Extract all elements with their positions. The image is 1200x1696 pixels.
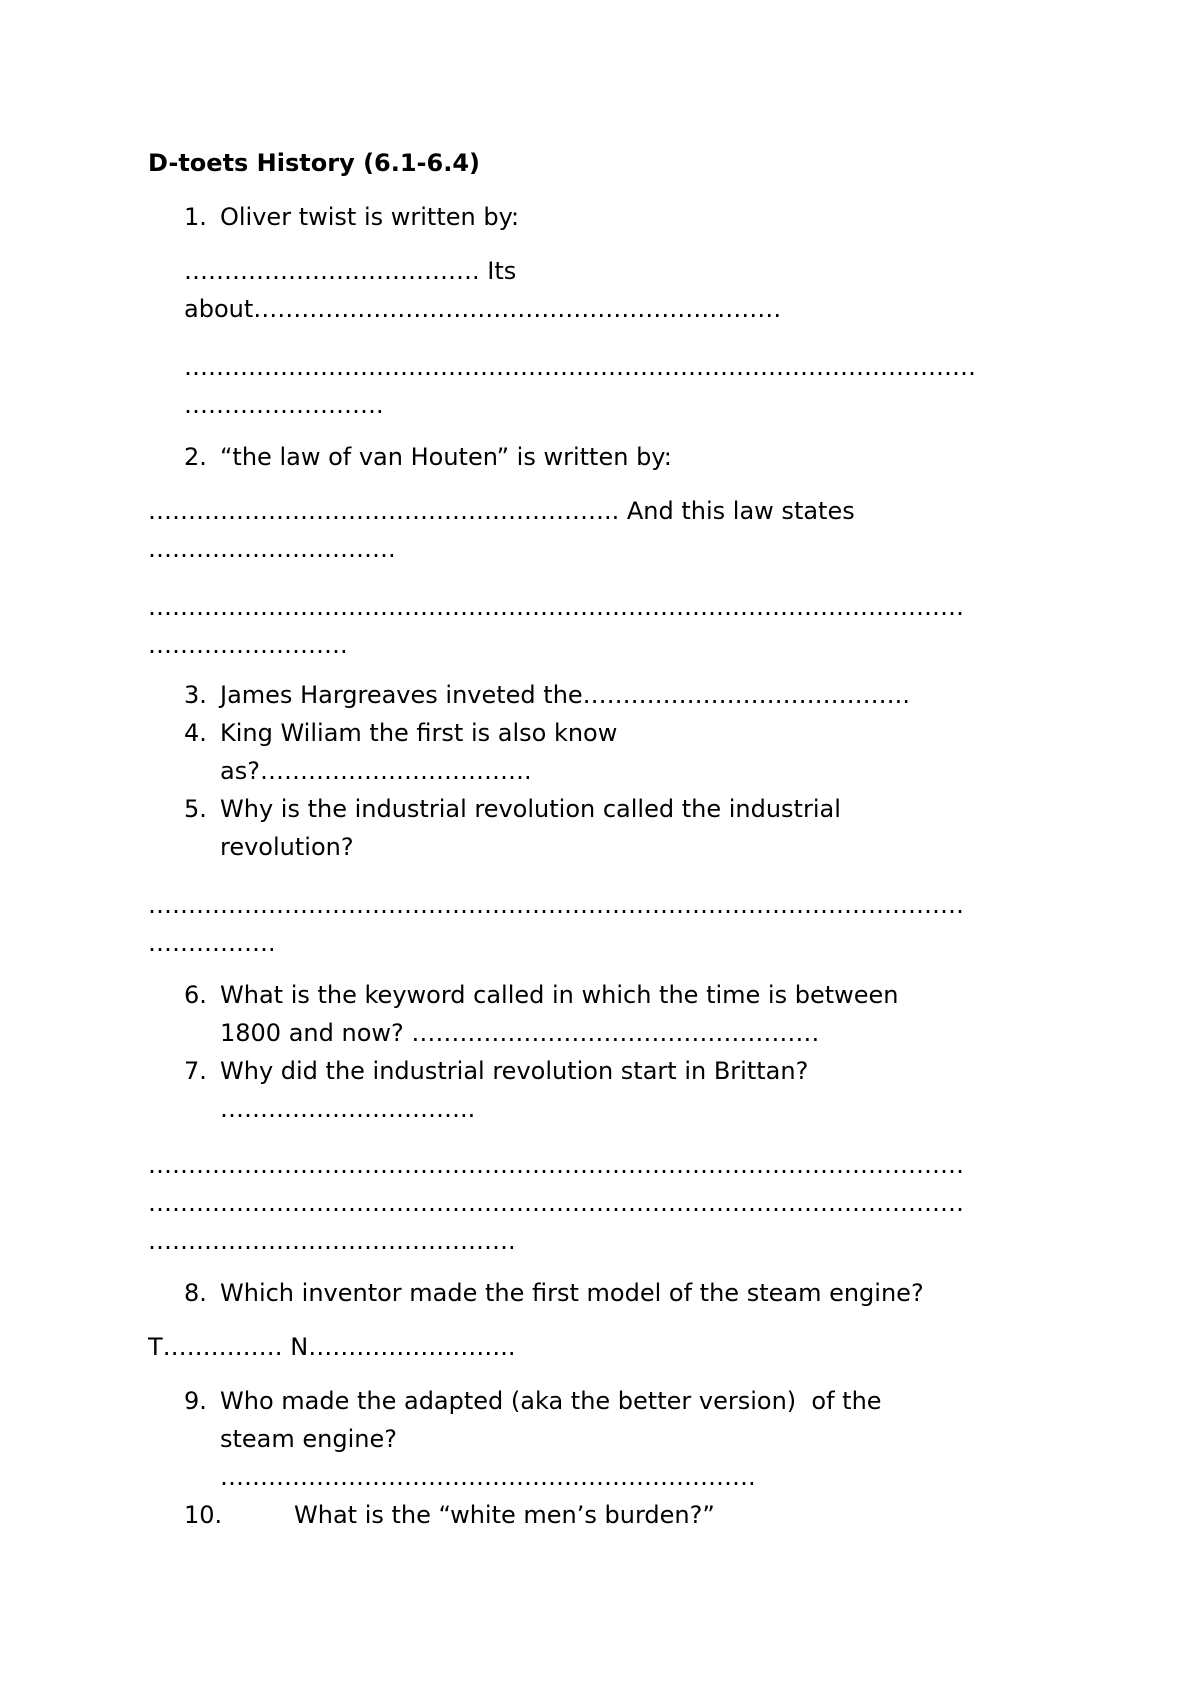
question-number: 2. (184, 443, 207, 471)
question-number: 5. (184, 795, 207, 823)
document-title: D-toets History (6.1-6.4) (148, 149, 481, 177)
question-text-continued: revolution? (220, 833, 354, 861)
answer-line: ………………………………………………………………………………………… (148, 1189, 964, 1217)
question-3 (184, 680, 910, 710)
question-text: James Hargreaves inveted the………………………………….. (220, 681, 910, 709)
question-10 (184, 1500, 715, 1530)
question-7 (184, 1056, 808, 1086)
question-2 (184, 442, 672, 472)
answer-line: ……………. (148, 929, 276, 957)
answer-line: T…………… N…………………….. (148, 1333, 516, 1361)
question-text: Which inventor made the first model of the steam engine? (220, 1279, 924, 1307)
question-text: King Wiliam the first is also know (220, 719, 618, 747)
answer-line: ……………………………………………………………………………………… (184, 353, 976, 381)
question-number: 7. (184, 1057, 207, 1085)
answer-line: ………………………………. Its (184, 257, 517, 285)
question-text-continued: 1800 and now? …………………………………………… (220, 1019, 820, 1047)
question-6 (184, 980, 899, 1010)
answer-line: as?……………………………. (220, 757, 532, 785)
answer-line: …………………………. (148, 535, 396, 563)
question-9 (184, 1386, 882, 1416)
question-8 (184, 1278, 924, 1308)
answer-line: about………………………………………………………… (184, 295, 782, 323)
answer-line: ……………………. (184, 391, 384, 419)
question-number: 3. (184, 681, 207, 709)
question-text: What is the “white men’s burden?” (294, 1501, 715, 1529)
answer-line: ……………………. (148, 631, 348, 659)
question-text: “the law of van Houten” is written by: (220, 443, 672, 471)
answer-line: ………………………………………. (148, 1227, 516, 1255)
answer-line: ………………………………………………………………………………………… (148, 593, 964, 621)
question-text: What is the keyword called in which the time is between (220, 981, 899, 1009)
answer-line: ………………………………………………….. And this law states (148, 497, 855, 525)
question-text: Oliver twist is written by: (220, 203, 520, 231)
question-text: Why is the industrial revolution called the industrial (220, 795, 841, 823)
question-1 (184, 202, 519, 232)
answer-line: ………………………….. (220, 1095, 476, 1123)
question-text: Who made the adapted (aka the better version) of the (220, 1387, 882, 1415)
question-number: 4. (184, 719, 207, 747)
question-text-continued: steam engine? (220, 1425, 397, 1453)
question-number: 8. (184, 1279, 207, 1307)
question-text: Why did the industrial revolution start in Brittan? (220, 1057, 809, 1085)
question-number: 10. (184, 1501, 223, 1529)
answer-line: ………………………………………………………………………………………… (148, 1151, 964, 1179)
question-4 (184, 718, 617, 748)
question-number: 9. (184, 1387, 207, 1415)
question-5 (184, 794, 841, 824)
question-number: 1. (184, 203, 207, 231)
answer-line: ………………………………………………………………………………………… (148, 891, 964, 919)
question-number: 6. (184, 981, 207, 1009)
answer-line: …………………………………………………………. (220, 1463, 756, 1491)
